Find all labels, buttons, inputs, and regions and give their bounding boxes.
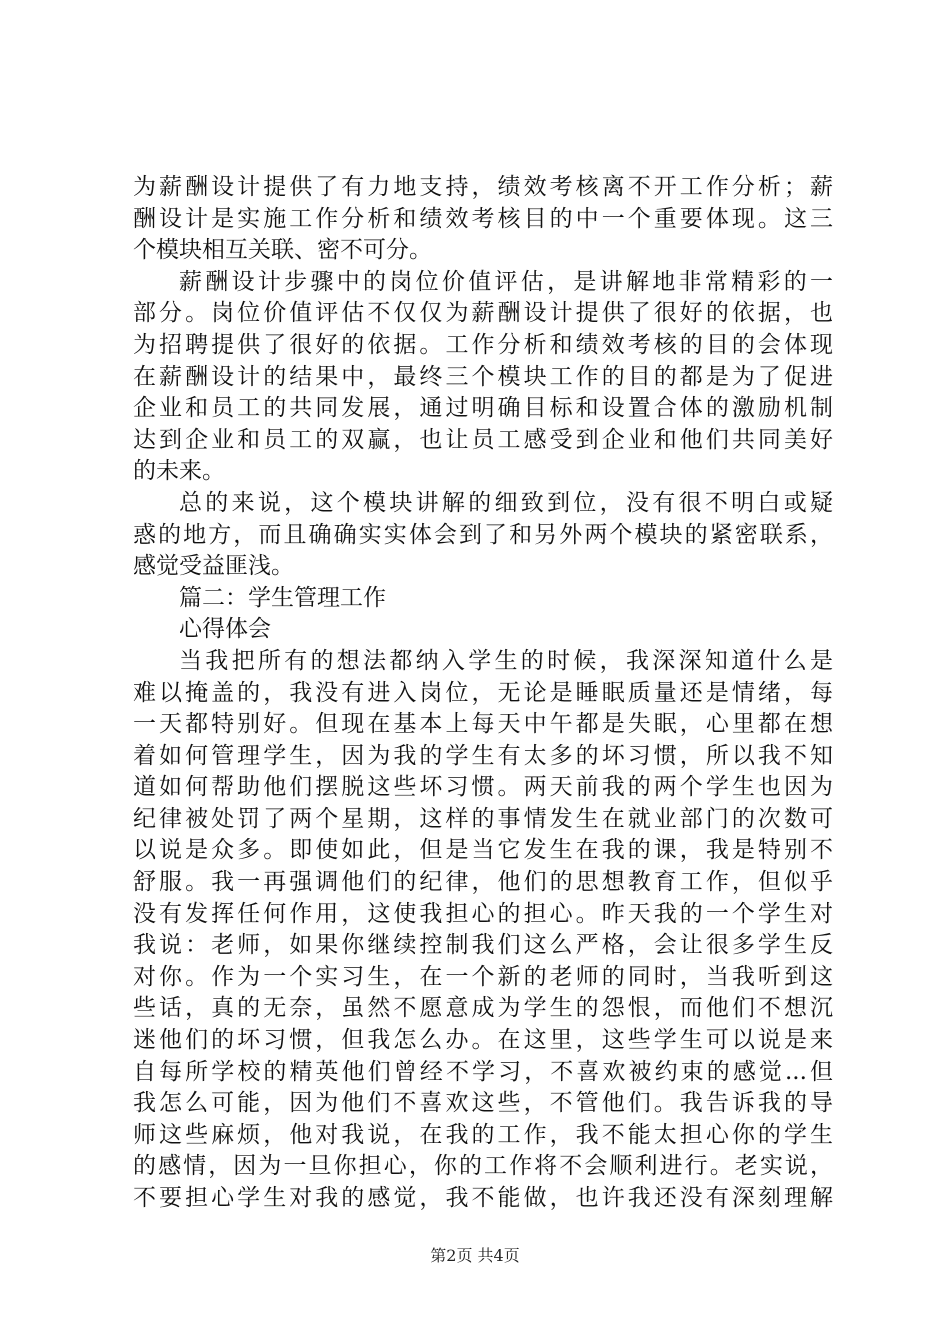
- paragraph-2: [133, 267, 833, 488]
- page-footer: [0, 1243, 950, 1266]
- text-line: 的感情，因为一旦你担心，你的工作将不会顺利进行。老实说，: [133, 1153, 833, 1180]
- text-line: 迷他们的坏习惯，但我怎么办。在这里，这些学生可以说是来: [133, 1027, 833, 1054]
- paragraph-3: [133, 488, 833, 583]
- text-line: 在薪酬设计的结果中，最终三个模块工作的目的都是为了促进: [133, 363, 833, 390]
- text-line: 以说是众多。即使如此，但是当它发生在我的课，我是特别不: [133, 837, 833, 864]
- text-line: 企业和员工的共同发展，通过明确目标和设置合体的激励机制: [133, 395, 833, 422]
- text-line: 对你。作为一个实习生，在一个新的老师的同时，当我听到这: [133, 963, 833, 990]
- text-line: 一天都特别好。但现在基本上每天中午都是失眠，心里都在想: [133, 711, 833, 738]
- text-line: 着如何管理学生，因为我的学生有太多的坏习惯，所以我不知: [133, 742, 833, 769]
- text-line: 道如何帮助他们摆脱这些坏习惯。两天前我的两个学生也因为: [133, 774, 833, 801]
- text-line: 达到企业和员工的双赢，也让员工感受到企业和他们共同美好: [133, 426, 833, 453]
- text-line: 师这些麻烦，他对我说，在我的工作，我不能太担心你的学生: [133, 1121, 833, 1148]
- section-heading: 篇二：学生管理工作: [179, 584, 386, 611]
- paragraph-1: [133, 172, 833, 267]
- text-line: 自每所学校的精英他们曾经不学习，不喜欢被约束的感觉...但: [133, 1058, 833, 1085]
- text-line: 部分。岗位价值评估不仅仅为薪酬设计提供了很好的依据，也: [133, 300, 833, 327]
- section-subheading: 心得体会: [179, 616, 271, 643]
- text-line: 感觉受益匪浅。: [133, 553, 294, 580]
- text-line: 总的来说，这个模块讲解的细致到位，没有很不明白或疑: [179, 489, 833, 516]
- page-number: 第2页 共4页: [430, 1246, 520, 1265]
- text-line: 舒服。我一再强调他们的纪律，他们的思想教育工作，但似乎: [133, 869, 833, 896]
- text-line: 当我把所有的想法都纳入学生的时候，我深深知道什么是: [179, 647, 833, 674]
- text-line: 难以掩盖的，我没有进入岗位，无论是睡眠质量还是情绪，每: [133, 679, 833, 706]
- text-line: 我说：老师，如果你继续控制我们这么严格，会让很多学生反: [133, 932, 833, 959]
- paragraph-4: [133, 646, 833, 1215]
- text-line: 薪酬设计步骤中的岗位价值评估，是讲解地非常精彩的一: [179, 268, 833, 295]
- text-line: 没有发挥任何作用，这使我担心的担心。昨天我的一个学生对: [133, 900, 833, 927]
- text-line: 些话，真的无奈，虽然不愿意成为学生的怨恨，而他们不想沉: [133, 995, 833, 1022]
- text-line: 的未来。: [133, 458, 225, 485]
- text-line: 为薪酬设计提供了有力地支持，绩效考核离不开工作分析；薪: [133, 174, 833, 200]
- text-line: 不要担心学生对我的感觉，我不能做，也许我还没有深刻理解: [133, 1185, 833, 1211]
- text-line: 为招聘提供了很好的依据。工作分析和绩效考核的目的会体现: [133, 331, 833, 358]
- text-line: 酬设计是实施工作分析和绩效考核目的中一个重要体现。这三: [133, 205, 833, 232]
- document-body: [133, 172, 833, 1215]
- text-line: 我怎么可能，因为他们不喜欢这些，不管他们。我告诉我的导: [133, 1090, 833, 1117]
- text-line: 惑的地方，而且确确实实体会到了和另外两个模块的紧密联系，: [133, 521, 833, 548]
- text-line: 纪律被处罚了两个星期，这样的事情发生在就业部门的次数可: [133, 805, 833, 832]
- text-line: 个模块相互关联、密不可分。: [133, 237, 432, 264]
